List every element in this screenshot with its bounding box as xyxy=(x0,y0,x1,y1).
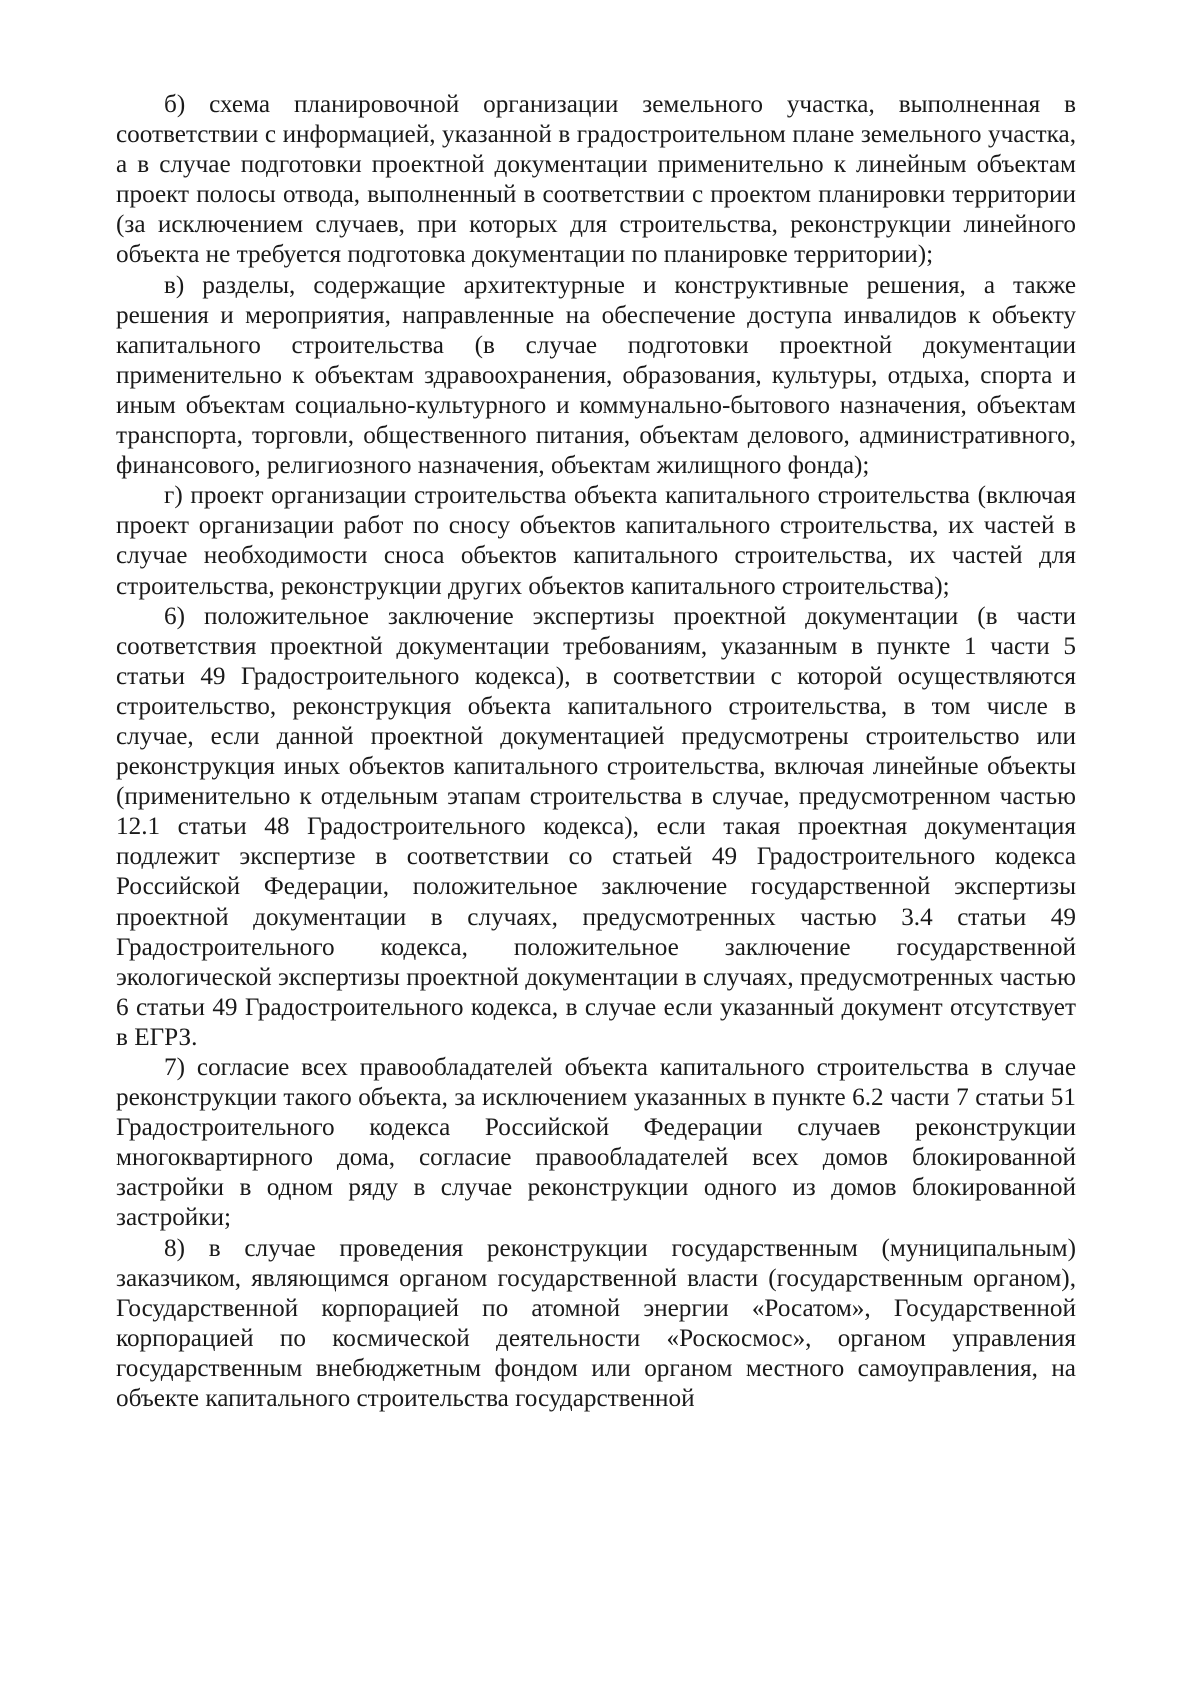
document-body xyxy=(116,90,1076,1414)
paragraph-6-expertise-conclusion: 6) положительное заключение экспертизы проектной документации (в части соответствия проектной документации требованиям, указанным в пункте 1 части 5 статьи 49 Градостроительного кодекса), в соответствии с которой осуществляются строительство, реконструкция объекта капитального строительства, в том числе в случае, если данной проектной документацией предусмотрены строительство или реконструкция иных объектов капитального строительства, включая линейные объекты (применительно к отдельным этапам строительства в случае, предусмотренном частью 12.1 статьи 48 Градостроительного кодекса), если такая проектная документация подлежит экспертизе в соответствии со статьей 49 Градостроительного кодекса Российской Федерации, положительное заключение государственной экспертизы проектной документации в случаях, предусмотренных частью 3.4 статьи 49 Градостроительного кодекса, положительное заключение государственной экологической экспертизы проектной документации в случаях, предусмотренных частью 6 статьи 49 Градостроительного кодекса, в случае если указанный документ отсутствует в ЕГРЗ. xyxy=(116,602,1076,1051)
paragraph-7-owners-consent: 7) согласие всех правообладателей объекта капитального строительства в случае реконструкции такого объекта, за исключением указанных в пункте 6.2 части 7 статьи 51 Градостроительного кодекса Российской Федерации случаев реконструкции многоквартирного дома, согласие правообладателей всех домов блокированной застройки в одном ряду в случае реконструкции одного из домов блокированной застройки; xyxy=(116,1054,1076,1232)
paragraph-g-construction-organization: г) проект организации строительства объекта капитального строительства (включая проект организации работ по сносу объектов капитального строительства, их частей в случае необходимости сноса объектов капитального строительства, их частей для строительства, реконструкции других объектов капитального строительства); xyxy=(116,482,1076,600)
paragraph-b-land-plot-scheme: б) схема планировочной организации земельного участка, выполненная в соответствии с информацией, указанной в градостроительном плане земельного участка, а в случае подготовки проектной документации применительно к линейным объектам проект полосы отвода, выполненный в соответствии с проектом планировки территории (за исключением случаев, при которых для строительства, реконструкции линейного объекта не требуется подготовка документации по планировке территории); xyxy=(116,91,1076,269)
paragraph-8-state-customer-reconstruction: 8) в случае проведения реконструкции государственным (муниципальным) заказчиком, являющимся органом государственной власти (государственным органом), Государственной корпорацией по атомной энергии «Росатом», Государственной корпорацией по космической деятельности «Роскосмос», органом управления государственным внебюджетным фондом или органом местного самоуправления, на объекте капитального строительства государственной xyxy=(116,1234,1076,1413)
paragraph-v-architectural-sections: в) разделы, содержащие архитектурные и конструктивные решения, а также решения и мероприятия, направленные на обеспечение доступа инвалидов к объекту капитального строительства (в случае подготовки проектной документации применительно к объектам здравоохранения, образования, культуры, отдыха, спорта и иным объектам социально-культурного и коммунально-бытового назначения, объектам транспорта, торговли, общественного питания, объектам делового, административного, финансового, религиозного назначения, объектам жилищного фонда); xyxy=(116,271,1076,480)
